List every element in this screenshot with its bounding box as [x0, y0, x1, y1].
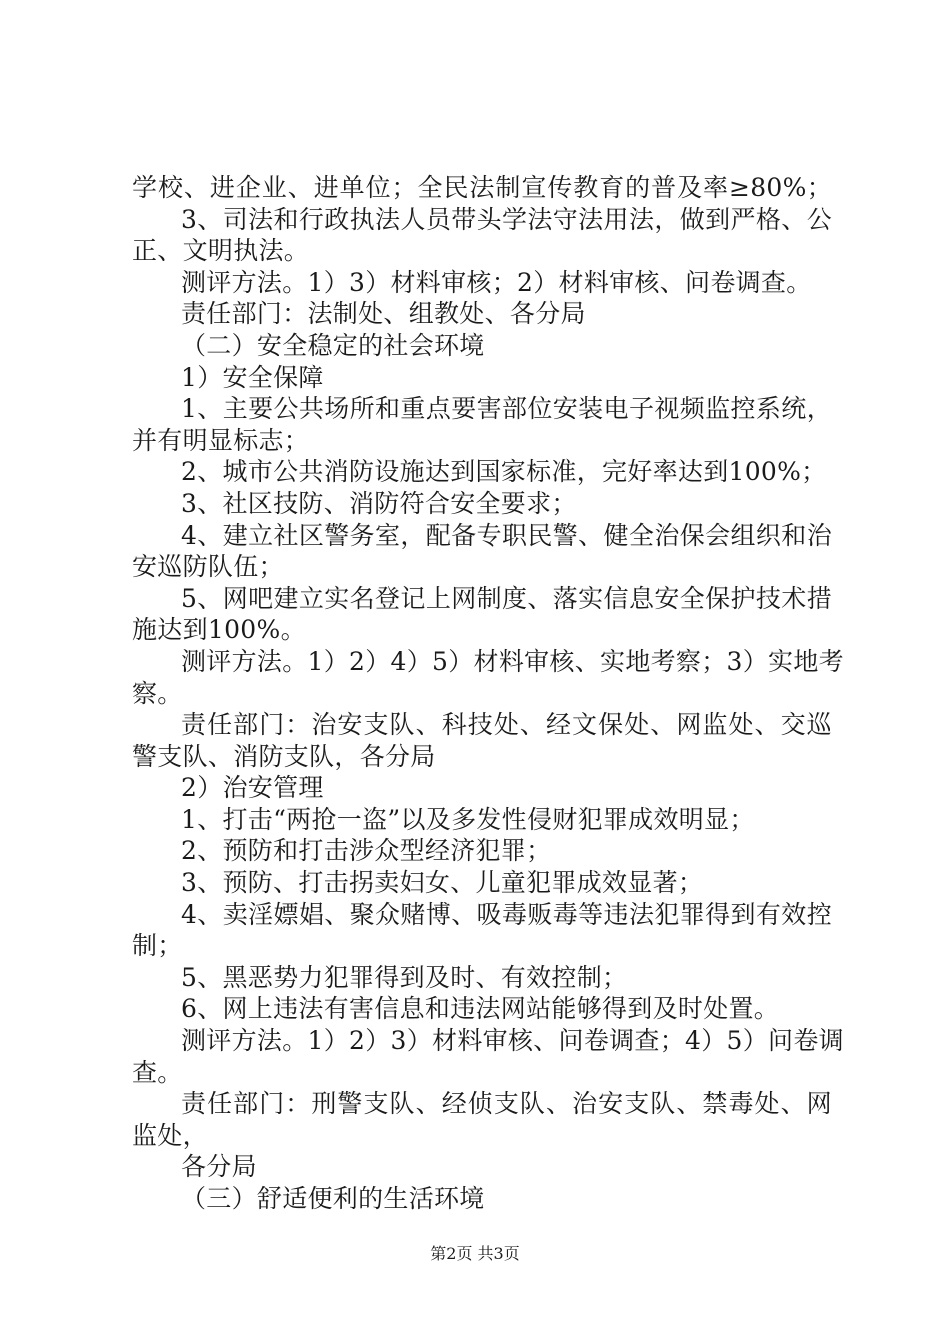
text-line: 警支队、消防支队，各分局	[132, 741, 436, 771]
subsection-heading: 1）安全保障	[181, 362, 324, 392]
text-line: 4、卖淫嫖娼、聚众赌博、吸毒贩毒等违法犯罪得到有效控	[181, 899, 832, 929]
text-line: 2、城市公共消防设施达到国家标准，完好率达到100%；	[181, 457, 827, 487]
text-line: 测评方法。1）3）材料审核；2）材料审核、问卷调查。	[181, 267, 812, 297]
text-line: 并有明显标志；	[132, 425, 310, 455]
page-footer: 第2页 共3页	[430, 1244, 520, 1263]
text-line: 责任部门：刑警支队、经侦支队、治安支队、禁毒处、网	[181, 1089, 832, 1119]
text-line: 责任部门：治安支队、科技处、经文保处、网监处、交巡	[181, 710, 832, 740]
text-line: 1、打击“两抢一盗”以及多发性侵财犯罪成效明显；	[181, 804, 755, 834]
text-line: 责任部门：法制处、组教处、各分局	[181, 299, 586, 329]
section-heading: （三）舒适便利的生活环境	[181, 1184, 485, 1213]
document-body	[132, 172, 844, 1215]
text-line: 施达到100%。	[132, 615, 306, 645]
text-line: 监处，	[132, 1120, 208, 1150]
text-line: 查。	[132, 1057, 183, 1087]
text-line: 6、网上违法有害信息和违法网站能够得到及时处置。	[181, 994, 780, 1024]
text-line: 1、主要公共场所和重点要害部位安装电子视频监控系统，	[181, 394, 832, 424]
text-line: 安巡防队伍；	[132, 552, 284, 582]
text-line: 测评方法。1）2）3）材料审核、问卷调查；4）5）问卷调	[181, 1026, 844, 1056]
text-line: 正、文明执法。	[132, 236, 310, 266]
text-line: 4、建立社区警务室，配备专职民警、健全治保会组织和治	[181, 520, 832, 550]
text-line: 测评方法。1）2）4）5）材料审核、实地考察；3）实地考	[181, 646, 844, 676]
text-line: 学校、进企业、进单位；全民法制宣传教育的普及率≥80%；	[132, 173, 832, 202]
text-line: 察。	[132, 678, 183, 708]
text-line: 2、预防和打击涉众型经济犯罪；	[181, 836, 552, 866]
text-line: 3、社区技防、消防符合安全要求；	[181, 488, 577, 518]
text-line: 5、网吧建立实名登记上网制度、落实信息安全保护技术措	[181, 583, 832, 613]
text-line: 制；	[132, 931, 183, 961]
text-line: 5、黑恶势力犯罪得到及时、有效控制；	[181, 962, 628, 992]
section-heading: （二）安全稳定的社会环境	[181, 330, 485, 360]
subsection-heading: 2）治安管理	[181, 773, 324, 803]
text-line: 3、预防、打击拐卖妇女、儿童犯罪成效显著；	[181, 868, 704, 898]
text-line: 3、司法和行政执法人员带头学法守法用法，做到严格、公	[181, 204, 832, 234]
text-line: 各分局	[181, 1152, 257, 1182]
